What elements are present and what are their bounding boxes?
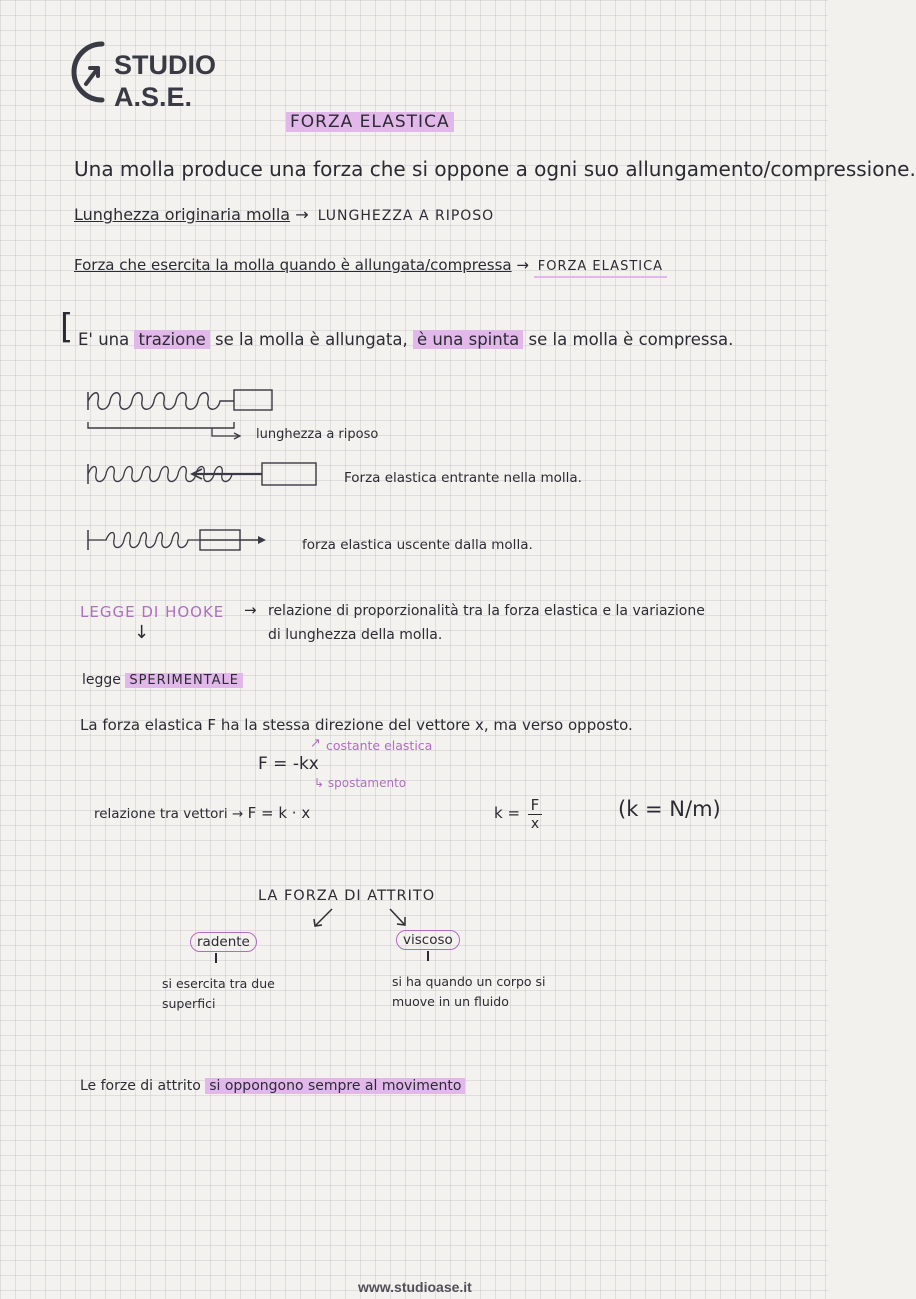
unit-note: (k = N/m) xyxy=(618,797,721,821)
page-title: FORZA ELASTICA xyxy=(286,112,454,132)
hooke-desc-line2: di lunghezza della molla. xyxy=(268,627,443,643)
law-type: legge SPERIMENTALE xyxy=(82,672,243,688)
k-numerator: F xyxy=(528,796,542,815)
friction-title: LA FORZA DI ATTRITO xyxy=(258,888,436,904)
spring-label-incoming: Forza elastica entrante nella molla. xyxy=(344,470,582,486)
logo-line1: STUDIO xyxy=(114,50,217,80)
k-denominator: x xyxy=(530,816,540,832)
tick-mark xyxy=(427,951,429,961)
rest-length-row: Lunghezza originaria molla → LUNGHEZZA A RIPOSO xyxy=(74,205,495,224)
friction-sliding-desc2: superfici xyxy=(162,996,216,1011)
footer-url: www.studioase.it xyxy=(358,1279,472,1295)
arrow-right-icon: → xyxy=(295,205,314,224)
spring-label-rest: lunghezza a riposo xyxy=(256,427,379,442)
intro-text: Una molla produce una forza che si oppone a ogni suo allungamento/compressione. xyxy=(74,157,916,181)
arrow-right-icon: → xyxy=(516,256,534,274)
spring-diagram-stretched xyxy=(84,460,344,496)
friction-viscous-label: viscoso xyxy=(396,930,460,950)
friction-viscous-desc2: muove in un fluido xyxy=(392,994,509,1009)
traction-sentence: E' una trazione se la molla è allungata, è una spinta se la molla è compressa. xyxy=(78,330,734,349)
friction-sliding-desc1: si esercita tra due xyxy=(162,976,275,991)
direction-sentence: La forza elastica F ha la stessa direzione del vettore x, ma verso opposto. xyxy=(80,716,633,734)
arrow-down-icon: ↓ xyxy=(134,622,150,643)
tick-mark xyxy=(215,953,217,963)
vector-relation: relazione tra vettori → F = k · x xyxy=(94,804,311,822)
logo-line2: A.S.E. xyxy=(114,82,193,112)
arrow-right-icon: → xyxy=(231,806,248,822)
friction-viscous-desc1: si ha quando un corpo si xyxy=(392,974,546,989)
bracket-mark: [ xyxy=(60,307,74,347)
arrow-right-icon: → xyxy=(244,601,257,619)
hooke-title: LEGGE DI HOOKE xyxy=(80,603,225,621)
constant-label: costante elastica xyxy=(326,738,433,753)
arrow-right-icon: ↗ xyxy=(310,736,321,751)
friction-sliding-label: radente xyxy=(190,932,257,952)
spring-label-outgoing: forza elastica uscente dalla molla. xyxy=(302,537,533,553)
hooke-desc-line1: relazione di proporzionalità tra la forza elastica e la variazione xyxy=(268,603,705,619)
logo-icon xyxy=(60,38,120,108)
spring-diagram-compressed xyxy=(84,526,284,562)
friction-conclusion: Le forze di attrito si oppongono sempre al movimento xyxy=(80,1078,465,1094)
friction-branch-arrows xyxy=(300,906,420,930)
displacement-label: ↳ spostamento xyxy=(314,776,407,790)
hooke-formula: F = -kx xyxy=(258,754,319,774)
elastic-force-row: Forza che esercita la molla quando è allungata/compressa → FORZA ELASTICA xyxy=(74,256,667,274)
k-lhs: k = xyxy=(494,804,521,822)
